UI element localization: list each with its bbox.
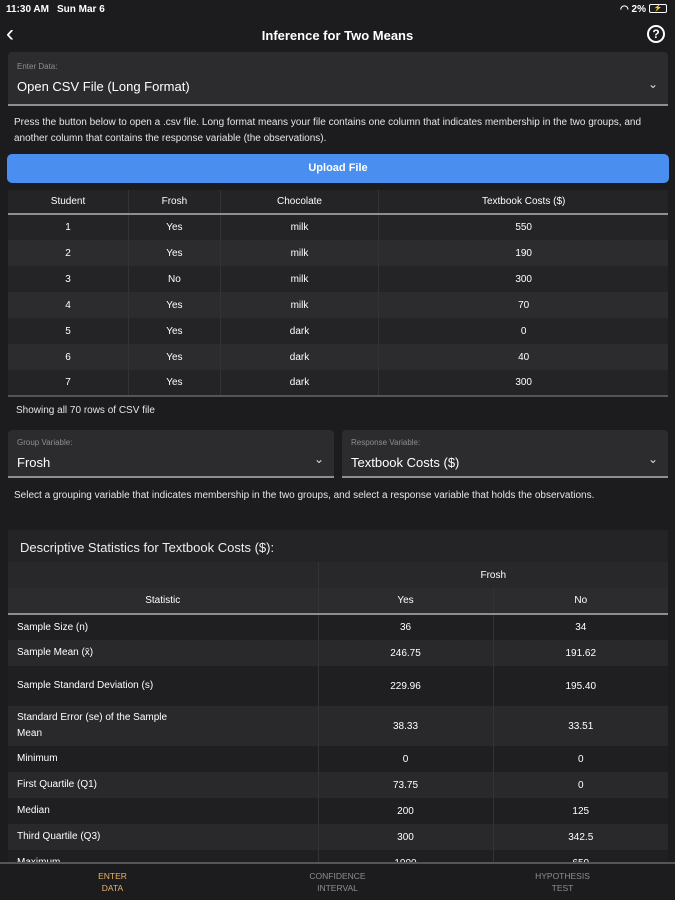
stats-row [8,772,668,798]
table-cell: Yes [129,214,221,240]
variable-help-text: Select a grouping variable that indicates membership in the two groups, and select a response variable that holds the observations. [14,490,595,501]
table-cell: 40 [379,344,668,370]
table-cell: 190 [379,240,668,266]
table-row [8,318,668,344]
table-cell: 3 [8,266,129,292]
table-cell: milk [220,266,379,292]
response-variable-label: Response Variable: [351,438,421,447]
table-cell: milk [220,292,379,318]
chevron-down-icon: ⌄ [647,77,658,91]
battery-icon: ⚡ [649,4,667,13]
stat-value: 0 [493,746,668,772]
table-cell: dark [220,318,379,344]
stat-value: 0 [493,772,668,798]
status-time: 11:30 AM [6,3,49,15]
upload-file-button[interactable]: Upload File [7,154,669,183]
header-empty [8,562,318,588]
stats-row [8,666,668,706]
table-row [8,370,668,396]
group-variable-value: Frosh [17,455,51,470]
table-cell: Yes [129,318,221,344]
group-variable-label: Group Variable: [17,438,73,447]
status-bar [0,0,675,18]
stats-row [8,798,668,824]
group-header: Frosh [318,562,668,588]
stat-value: 342.5 [493,824,668,850]
statistic-header: Statistic [8,588,318,614]
table-row [8,344,668,370]
table-cell: dark [220,370,379,396]
status-date: Sun Mar 6 [56,3,105,15]
chevron-down-icon: ⌄ [647,452,658,466]
csv-data-table [8,190,668,397]
table-cell: 6 [8,344,129,370]
stats-row [8,614,668,640]
stat-value: 0 [318,746,493,772]
nav-header [0,18,675,52]
table-cell: Yes [129,370,221,396]
column-header: Frosh [129,190,221,214]
column-header: Textbook Costs ($) [379,190,668,214]
table-cell: No [129,266,221,292]
table-cell: Yes [129,292,221,318]
descriptive-stats-table [8,562,668,876]
stat-label: Minimum [8,746,318,772]
tab-confidence[interactable]: CONFIDENCE INTERVAL [309,871,366,893]
bottom-tab-bar [0,862,675,900]
table-cell: 5 [8,318,129,344]
stat-value: 200 [318,798,493,824]
stats-row [8,824,668,850]
enter-data-value: Open CSV File (Long Format) [17,79,190,94]
stat-label: Sample Size (n) [8,614,318,640]
instructions-text: Press the button below to open a .csv file. Long format means your file contains one column that indicates membership in the two groups, and another column that contains the response variable (the observations). [14,117,642,144]
stat-value: 36 [318,614,493,640]
table-cell: 4 [8,292,129,318]
group-col-header: No [493,588,668,614]
group-col-header: Yes [318,588,493,614]
table-row [8,292,668,318]
tab-hypothesis[interactable]: HYPOTHESIS TEST [535,871,590,893]
table-row [8,214,668,240]
column-header: Chocolate [220,190,379,214]
table-cell: 300 [515,273,532,285]
stat-label: Median [8,798,318,824]
chevron-down-icon: ⌄ [313,452,324,466]
table-cell: 2 [8,240,129,266]
table-cell: 7 [8,370,129,396]
table-cell: 550 [515,222,532,233]
enter-data-label: Enter Data: [17,62,58,71]
stat-label: Third Quartile (Q3) [8,824,318,850]
stat-value: 33.51 [493,706,668,746]
help-question-icon[interactable]: ? [647,25,665,43]
table-cell: milk [220,240,379,266]
descriptive-stats-card [8,530,668,862]
back-chevron-icon[interactable]: ‹ [6,20,14,47]
tab-enter[interactable]: ENTER DATA [98,871,127,893]
table-cell: 70 [379,292,668,318]
group-variable-select[interactable] [8,430,334,478]
stats-title: Descriptive Statistics for Textbook Costs ($): [20,540,275,555]
stat-value: 246.75 [318,640,493,666]
stat-value: 300 [318,824,493,850]
response-variable-select[interactable] [342,430,668,478]
table-cell: 1 [8,214,129,240]
stat-label: Sample Standard Deviation (s) [8,666,318,706]
stat-value: 191.62 [493,640,668,666]
stat-value: 195.40 [493,666,668,706]
column-header: Student [8,190,129,214]
wifi-icon: ◠ [620,3,629,15]
table-cell: 0 [520,325,527,337]
stats-row [8,746,668,772]
stat-value: 73.75 [318,772,493,798]
battery-percent: 2% [631,3,646,15]
table-cell: dark [220,344,379,370]
stat-label: Sample Mean (x̄) [8,640,318,666]
stat-label: First Quartile (Q1) [8,772,318,798]
stats-row [8,706,668,746]
table-row [8,240,668,266]
stat-value: 38.33 [318,706,493,746]
stat-label: Standard Error (se) of the Sample Mean [8,706,318,746]
table-cell: milk [220,214,379,240]
stat-value: 229.96 [318,666,493,706]
table-row [8,266,668,292]
stat-value: 34 [493,614,668,640]
rows-note: Showing all 70 rows of CSV file [16,405,155,416]
table-cell: Yes [129,240,221,266]
table-cell: Yes [129,344,221,370]
page-title: Inference for Two Means [261,27,414,43]
response-variable-value: Textbook Costs ($) [351,455,460,470]
enter-data-select[interactable] [8,52,668,106]
table-cell: 300 [379,370,668,396]
stat-value: 125 [493,798,668,824]
stats-row [8,640,668,666]
